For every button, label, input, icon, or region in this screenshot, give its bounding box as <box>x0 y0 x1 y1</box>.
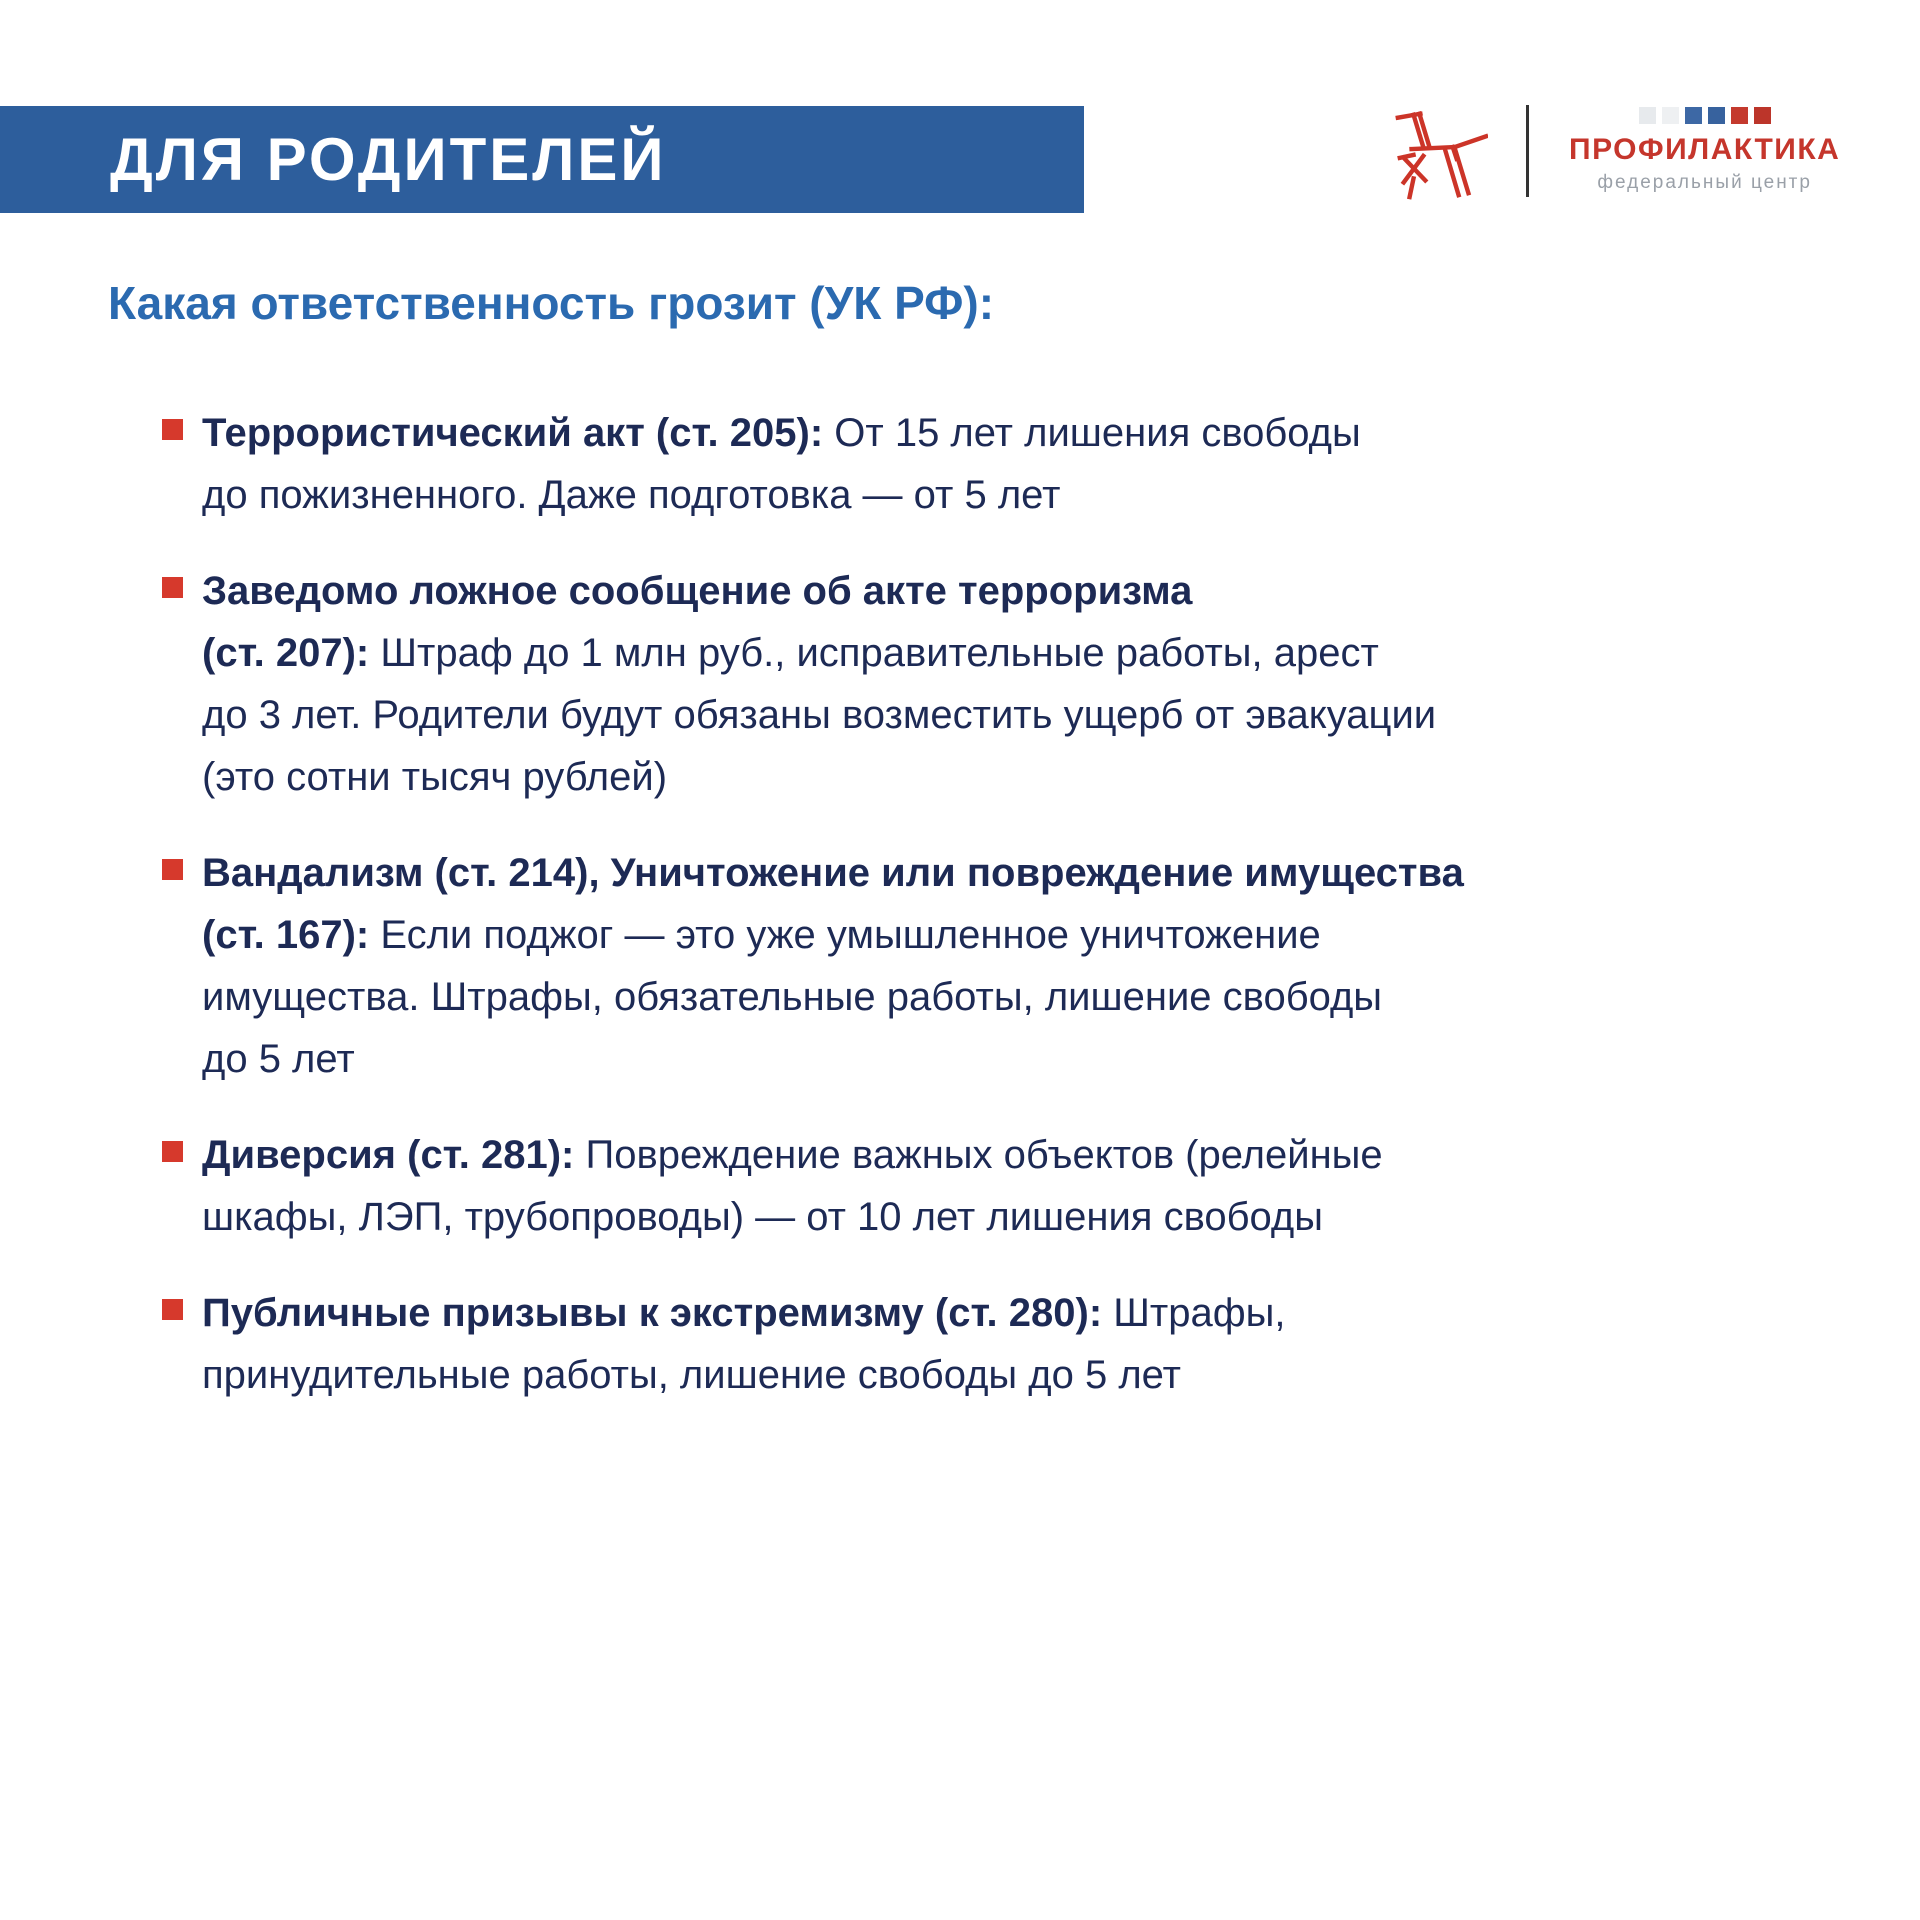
article-description: Штрафы, <box>1102 1291 1286 1335</box>
liability-item <box>162 842 1802 1090</box>
bullet-square-icon <box>162 419 183 440</box>
bullet-square-icon <box>162 1141 183 1162</box>
profilaktika-logo <box>1390 98 1840 203</box>
flag-square <box>1731 107 1748 124</box>
article-description: до 5 лет <box>202 1037 355 1081</box>
article-label: Публичные призывы к экстремизму (ст. 280): <box>202 1291 1103 1335</box>
flag-square <box>1685 107 1702 124</box>
text-line <box>202 464 1802 526</box>
flag-squares <box>1639 107 1771 124</box>
flag-square <box>1662 107 1679 124</box>
article-label: (ст. 167): <box>202 913 370 957</box>
text-line <box>202 684 1802 746</box>
bullet-square-icon <box>162 859 183 880</box>
article-description: принудительные работы, лишение свободы до 5 лет <box>202 1353 1181 1397</box>
article-label: Заведомо ложное сообщение об акте терроризма <box>202 569 1193 613</box>
text-line <box>202 746 1802 808</box>
text-line <box>202 622 1802 684</box>
bullet-square-icon <box>162 1299 183 1320</box>
flag-square <box>1639 107 1656 124</box>
article-label: Террористический акт (ст. 205): <box>202 411 824 455</box>
liability-list <box>162 402 1802 1440</box>
text-line <box>202 842 1802 904</box>
liability-item <box>162 1124 1802 1248</box>
article-label: Вандализм (ст. 214), Уничтожение или повреждение имущества <box>202 851 1464 895</box>
logo-divider <box>1526 105 1529 197</box>
text-line <box>202 1186 1802 1248</box>
article-description: От 15 лет лишения свободы <box>823 411 1361 455</box>
article-description: Повреждение важных объектов (релейные <box>574 1133 1383 1177</box>
banner-title: ДЛЯ РОДИТЕЛЕЙ <box>110 126 667 193</box>
flag-square <box>1708 107 1725 124</box>
text-line <box>202 1124 1802 1186</box>
text-line <box>202 904 1802 966</box>
brand-subtitle: федеральный центр <box>1597 172 1812 193</box>
article-description: (это сотни тысяч рублей) <box>202 755 668 799</box>
article-description: шкафы, ЛЭП, трубопроводы) — от 10 лет лишения свободы <box>202 1195 1323 1239</box>
article-description: имущества. Штрафы, обязательные работы, лишение свободы <box>202 975 1383 1019</box>
text-line <box>202 560 1802 622</box>
article-label: Диверсия (ст. 281): <box>202 1133 575 1177</box>
top-banner <box>0 106 1084 213</box>
text-line <box>202 966 1802 1028</box>
brand-name: ПРОФИЛАКТИКА <box>1569 133 1841 166</box>
horse-line-mark-icon <box>1390 102 1488 200</box>
article-description: Штраф до 1 млн руб., исправительные работы, арест <box>369 631 1379 675</box>
article-description: до пожизненного. Даже подготовка — от 5 лет <box>202 473 1061 517</box>
text-line <box>202 1028 1802 1090</box>
liability-item <box>162 560 1802 808</box>
text-line <box>202 402 1802 464</box>
article-description: до 3 лет. Родители будут обязаны возместить ущерб от эвакуации <box>202 693 1437 737</box>
page-title: Какая ответственность грозит (УК РФ): <box>108 277 995 329</box>
brand-block <box>1569 107 1840 194</box>
article-label: (ст. 207): <box>202 631 370 675</box>
article-description: Если поджог — это уже умышленное уничтожение <box>369 913 1321 957</box>
liability-item <box>162 1282 1802 1406</box>
bullet-square-icon <box>162 577 183 598</box>
liability-item <box>162 402 1802 526</box>
text-line <box>202 1344 1802 1406</box>
text-line <box>202 1282 1802 1344</box>
flag-square <box>1754 107 1771 124</box>
